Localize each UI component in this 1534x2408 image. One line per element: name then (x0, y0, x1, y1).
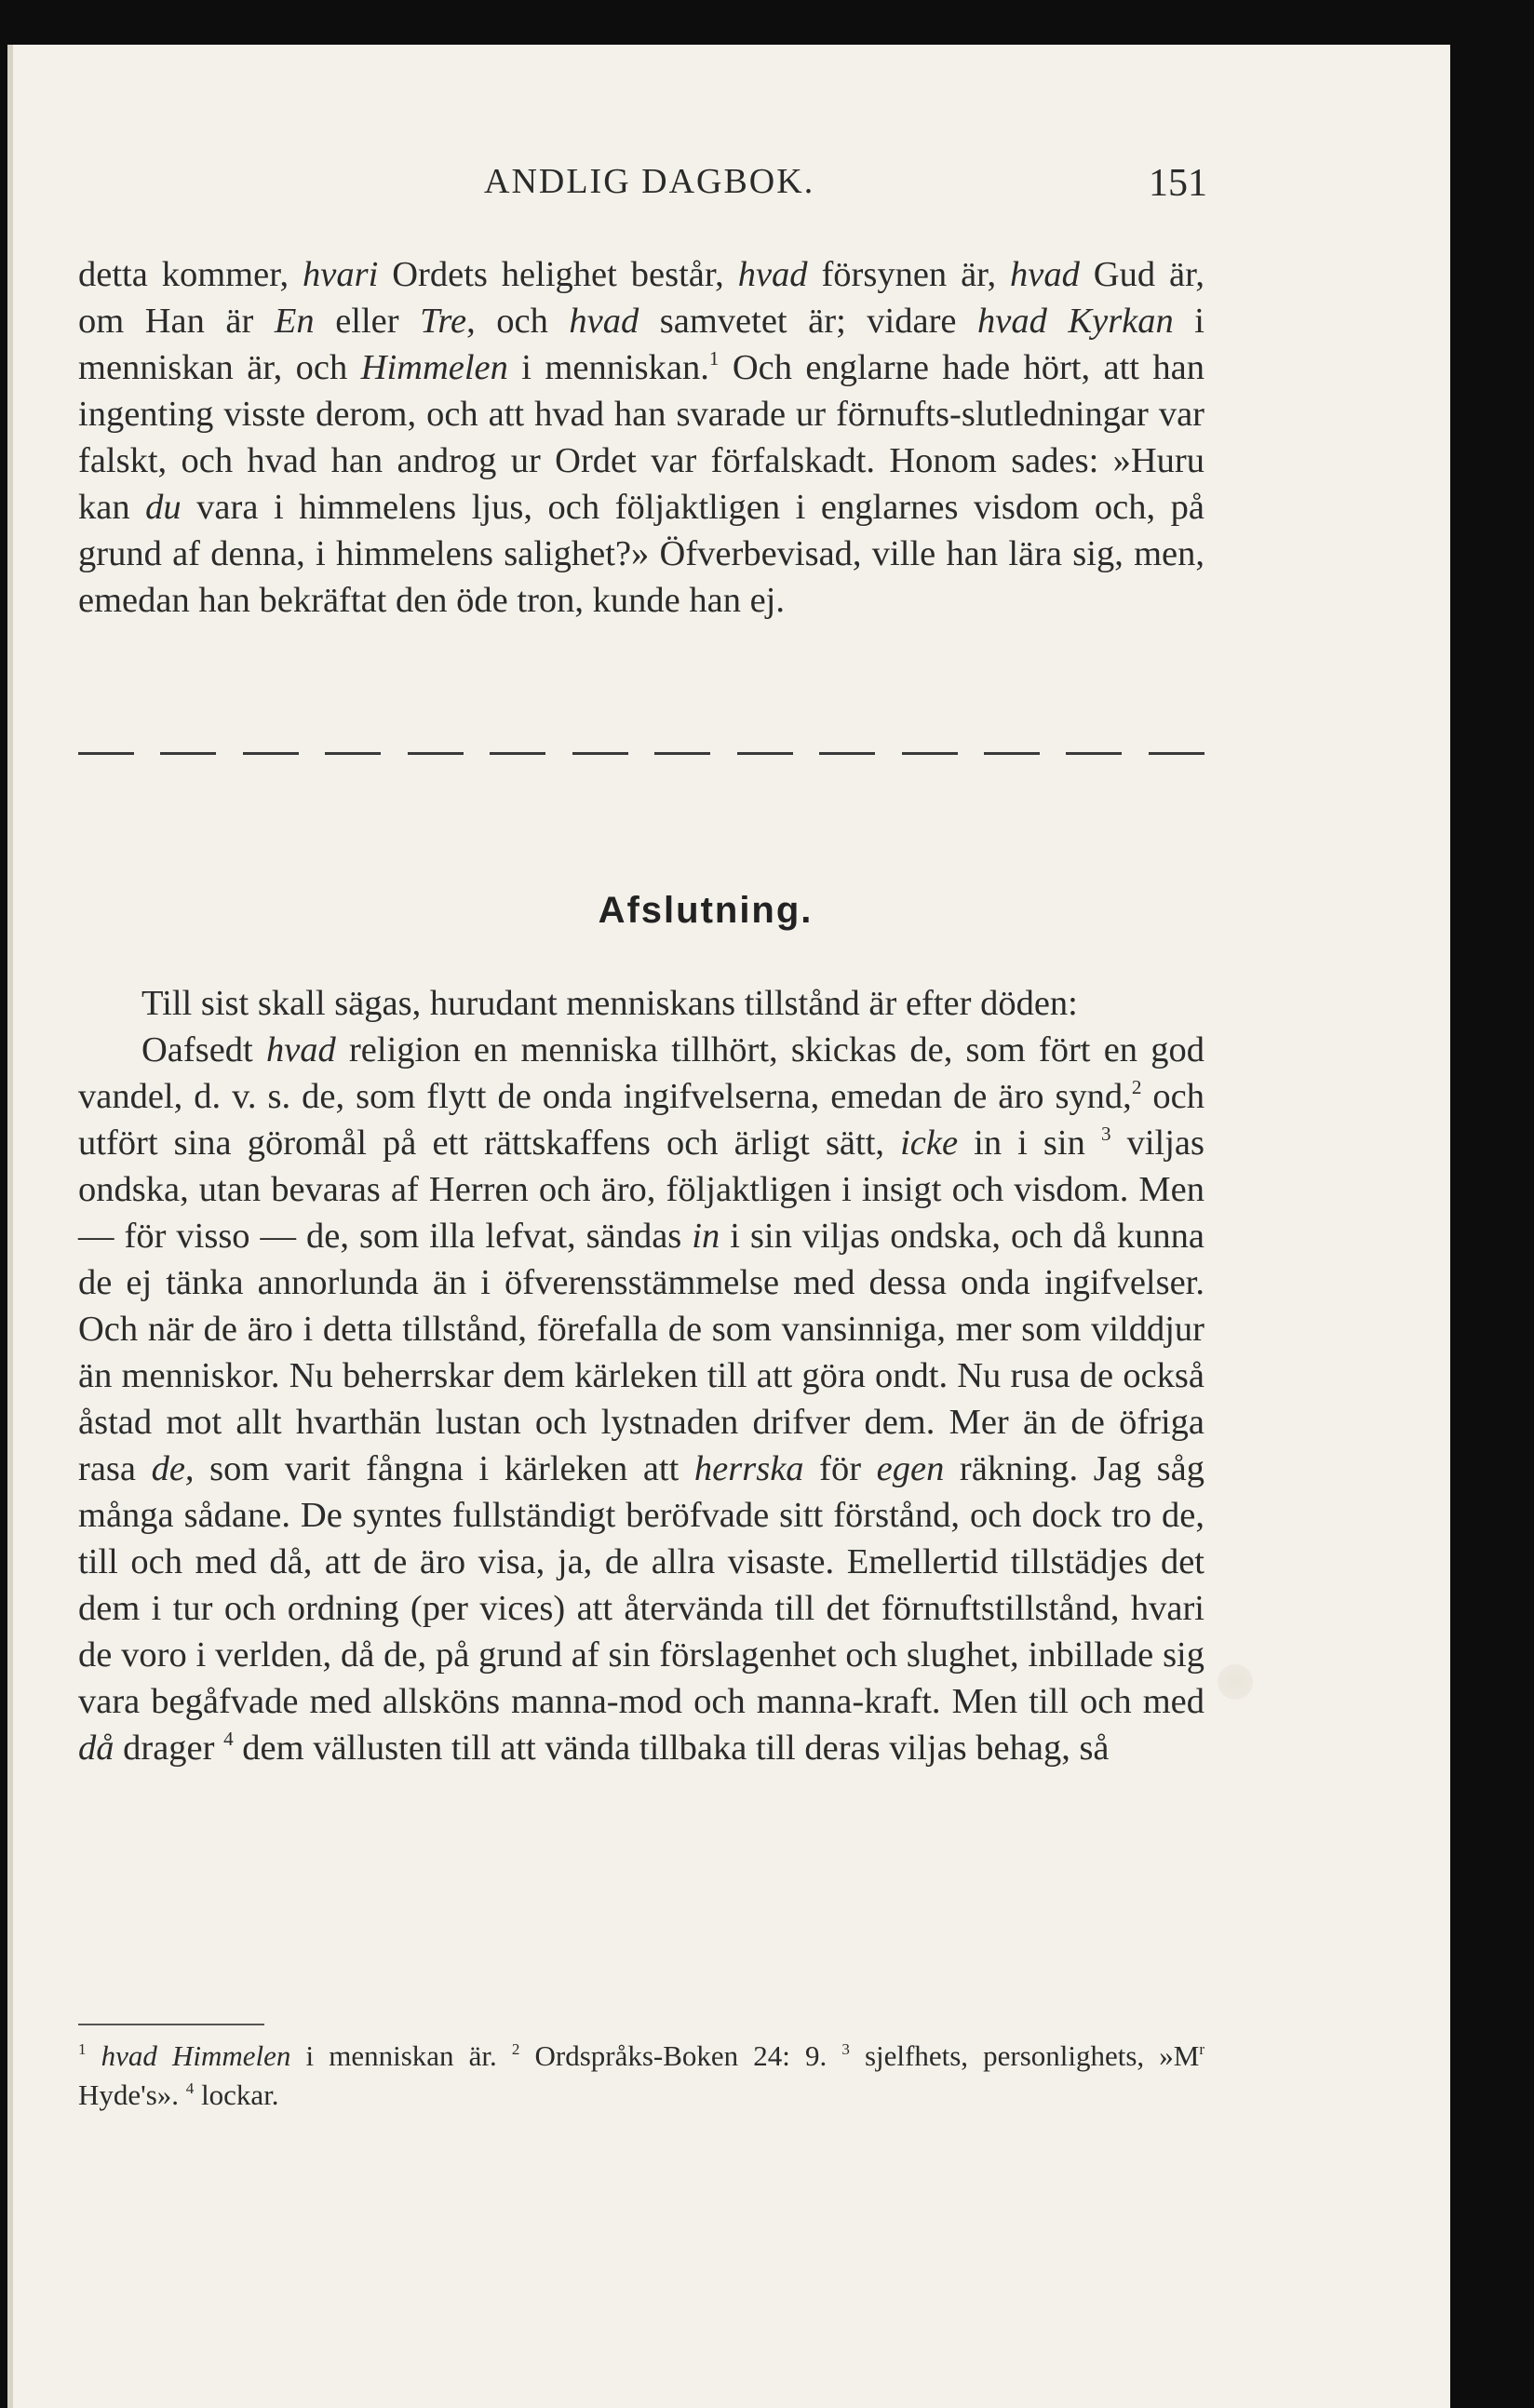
text-run: i sin viljas ondska, och då kunna de ej tänka annorlunda än i öfverensstämmelse med dessa onda ingifvelser. Och när de äro i detta tillstånd, förefalla de som vansinniga, mer som vilddjur än menniskor. Nu beherrskar dem kärleken till att göra ondt. Nu rusa de också åstad mot allt hvarthän lustan och lystnaden drifver dem. Mer än de öfriga rasa (78, 1217, 1205, 1488)
text-run: Gud är, om Han är (78, 255, 1204, 341)
footnote-ref-3[interactable]: 3 (1100, 1123, 1111, 1146)
text-run: som varit fångna i kärleken att (194, 1449, 694, 1488)
running-head: ANDLIG DAGBOK. (484, 162, 815, 201)
section-heading: Afslutning. (598, 890, 814, 931)
dash (654, 752, 710, 755)
footnote-text-3b: Hyde's». (78, 2078, 186, 2111)
italic-run: då (78, 1729, 114, 1768)
text-run: Ordets helighet består, (378, 255, 738, 294)
italic-run: du (145, 488, 182, 527)
text-run: vara i himmelens ljus, och följaktligen i englarnes visdom och, på grund af denna, i himmelens salighet?» Öfverbevisad, ville han lära sig, men, emedan han bekräftat den öde tron, kunde han ej. (78, 488, 1204, 620)
page-edge (7, 45, 13, 2408)
footnotes (78, 2037, 1204, 2115)
italic-run: hvad (737, 255, 808, 294)
footnote-text-3: sjelfhets, personlighets, »M (849, 2039, 1200, 2072)
page-header (7, 152, 1450, 208)
dash (1149, 752, 1204, 755)
footnote-rule (78, 2024, 264, 2025)
text-run: Oafsedt (141, 1030, 266, 1069)
dash (160, 752, 216, 755)
paragraph-intro: Till sist skall sägas, hurudant menniskans tillstånd är efter döden: (141, 984, 1078, 1023)
italic-run: egen (876, 1449, 945, 1488)
text-run: försynen är, (807, 255, 1010, 294)
paper-stain (1218, 1664, 1253, 1700)
dash (737, 752, 793, 755)
text-run: , och (466, 302, 570, 341)
text-run: i menniskan är, och (78, 302, 1205, 387)
dash (78, 752, 134, 755)
footnote-superscript: r (1199, 2040, 1205, 2059)
italic-run: En (274, 302, 315, 341)
text-run: Och englarne hade hört, att han ingenting visste derom, och att hvad han svarade ur förnufts-slutledningar var falskt, och hvad han androg ur Ordet var förfalskadt. Honom sades: »Huru kan (78, 348, 1204, 527)
text-run: i menniskan. (507, 348, 709, 387)
dash (490, 752, 545, 755)
paragraph-main (78, 1027, 1204, 1771)
dash (325, 752, 381, 755)
dash (572, 752, 628, 755)
italic-run: herrska (693, 1449, 804, 1488)
text-run: samvetet är; vidare (639, 302, 978, 341)
italic-run: Tre (420, 302, 467, 341)
italic-run: hvad (265, 1030, 336, 1069)
page-number: 151 (1149, 162, 1207, 205)
text-run: för (803, 1449, 877, 1488)
italic-run: hvad (569, 302, 639, 341)
text-run: drager (114, 1729, 224, 1768)
footnote-text-4: lockar. (194, 2078, 279, 2111)
text-run: räkning. Jag såg många sådane. De syntes fullständigt beröfvade sitt förstånd, och dock tro de, till och med då, att de äro visa, ja, de allra visaste. Emellertid tillstädjes det dem i tur och ordning (per vices) att återvända till det förnuftstillstånd, hvari de voro i verlden, då de, på grund af sin förslagenhet och slughet, inbillade sig vara begåfvade med allsköns manna-mod och manna-kraft. Men till och med (78, 1449, 1204, 1721)
footnote-text-2: Ordspråks-Boken 24: 9. (519, 2039, 842, 2072)
dash (902, 752, 958, 755)
dash (408, 752, 464, 755)
book-page (7, 45, 1450, 2408)
text-run: detta kommer, (78, 255, 303, 294)
dash (984, 752, 1040, 755)
text-run: eller (314, 302, 421, 341)
dash-separator (78, 741, 1204, 763)
top-paragraph (78, 251, 1204, 624)
text-run: in i sin (958, 1123, 1101, 1163)
italic-run: Himmelen (360, 348, 508, 387)
footnote-ref-4[interactable]: 4 (223, 1728, 234, 1751)
footnote-ref-2[interactable]: 2 (1131, 1076, 1142, 1099)
text-run: religion en menniska tillhört, skickas de, som fört en god vandel, d. v. s. de, som flytt de onda ingifvelserna, emedan de äro synd, (78, 1030, 1204, 1116)
footnote-number-3: 3 (841, 2040, 850, 2059)
footnote-ref-1[interactable]: 1 (708, 347, 720, 370)
italic-run: in (692, 1217, 720, 1256)
dash (819, 752, 875, 755)
footnote-italic: hvad Himmelen (101, 2039, 291, 2072)
text-run: dem vällusten till att vända tillbaka till deras viljas behag, så (233, 1729, 1110, 1768)
italic-run: de, (151, 1449, 195, 1488)
italic-run: hvad Kyrkan (977, 302, 1174, 341)
footnote-number-2: 2 (511, 2040, 520, 2059)
conclusion-text (78, 980, 1204, 1771)
text-run: och utfört sina göromål på ett rättskaffens och ärligt sätt, (78, 1077, 1204, 1163)
dash (243, 752, 299, 755)
dash (1066, 752, 1122, 755)
text-run: viljas ondska, utan bevaras af Herren och äro, följaktligen i insigt och visdom. Men — för visso — de, som illa lefvat, sändas (78, 1123, 1204, 1256)
footnote-number-4: 4 (185, 2079, 195, 2098)
italic-run: hvad (1010, 255, 1080, 294)
footnote-text-1: i menniskan är. (290, 2039, 512, 2072)
italic-run: icke (900, 1123, 959, 1163)
footnote-number-1: 1 (78, 2040, 87, 2059)
italic-run: hvari (303, 255, 379, 294)
